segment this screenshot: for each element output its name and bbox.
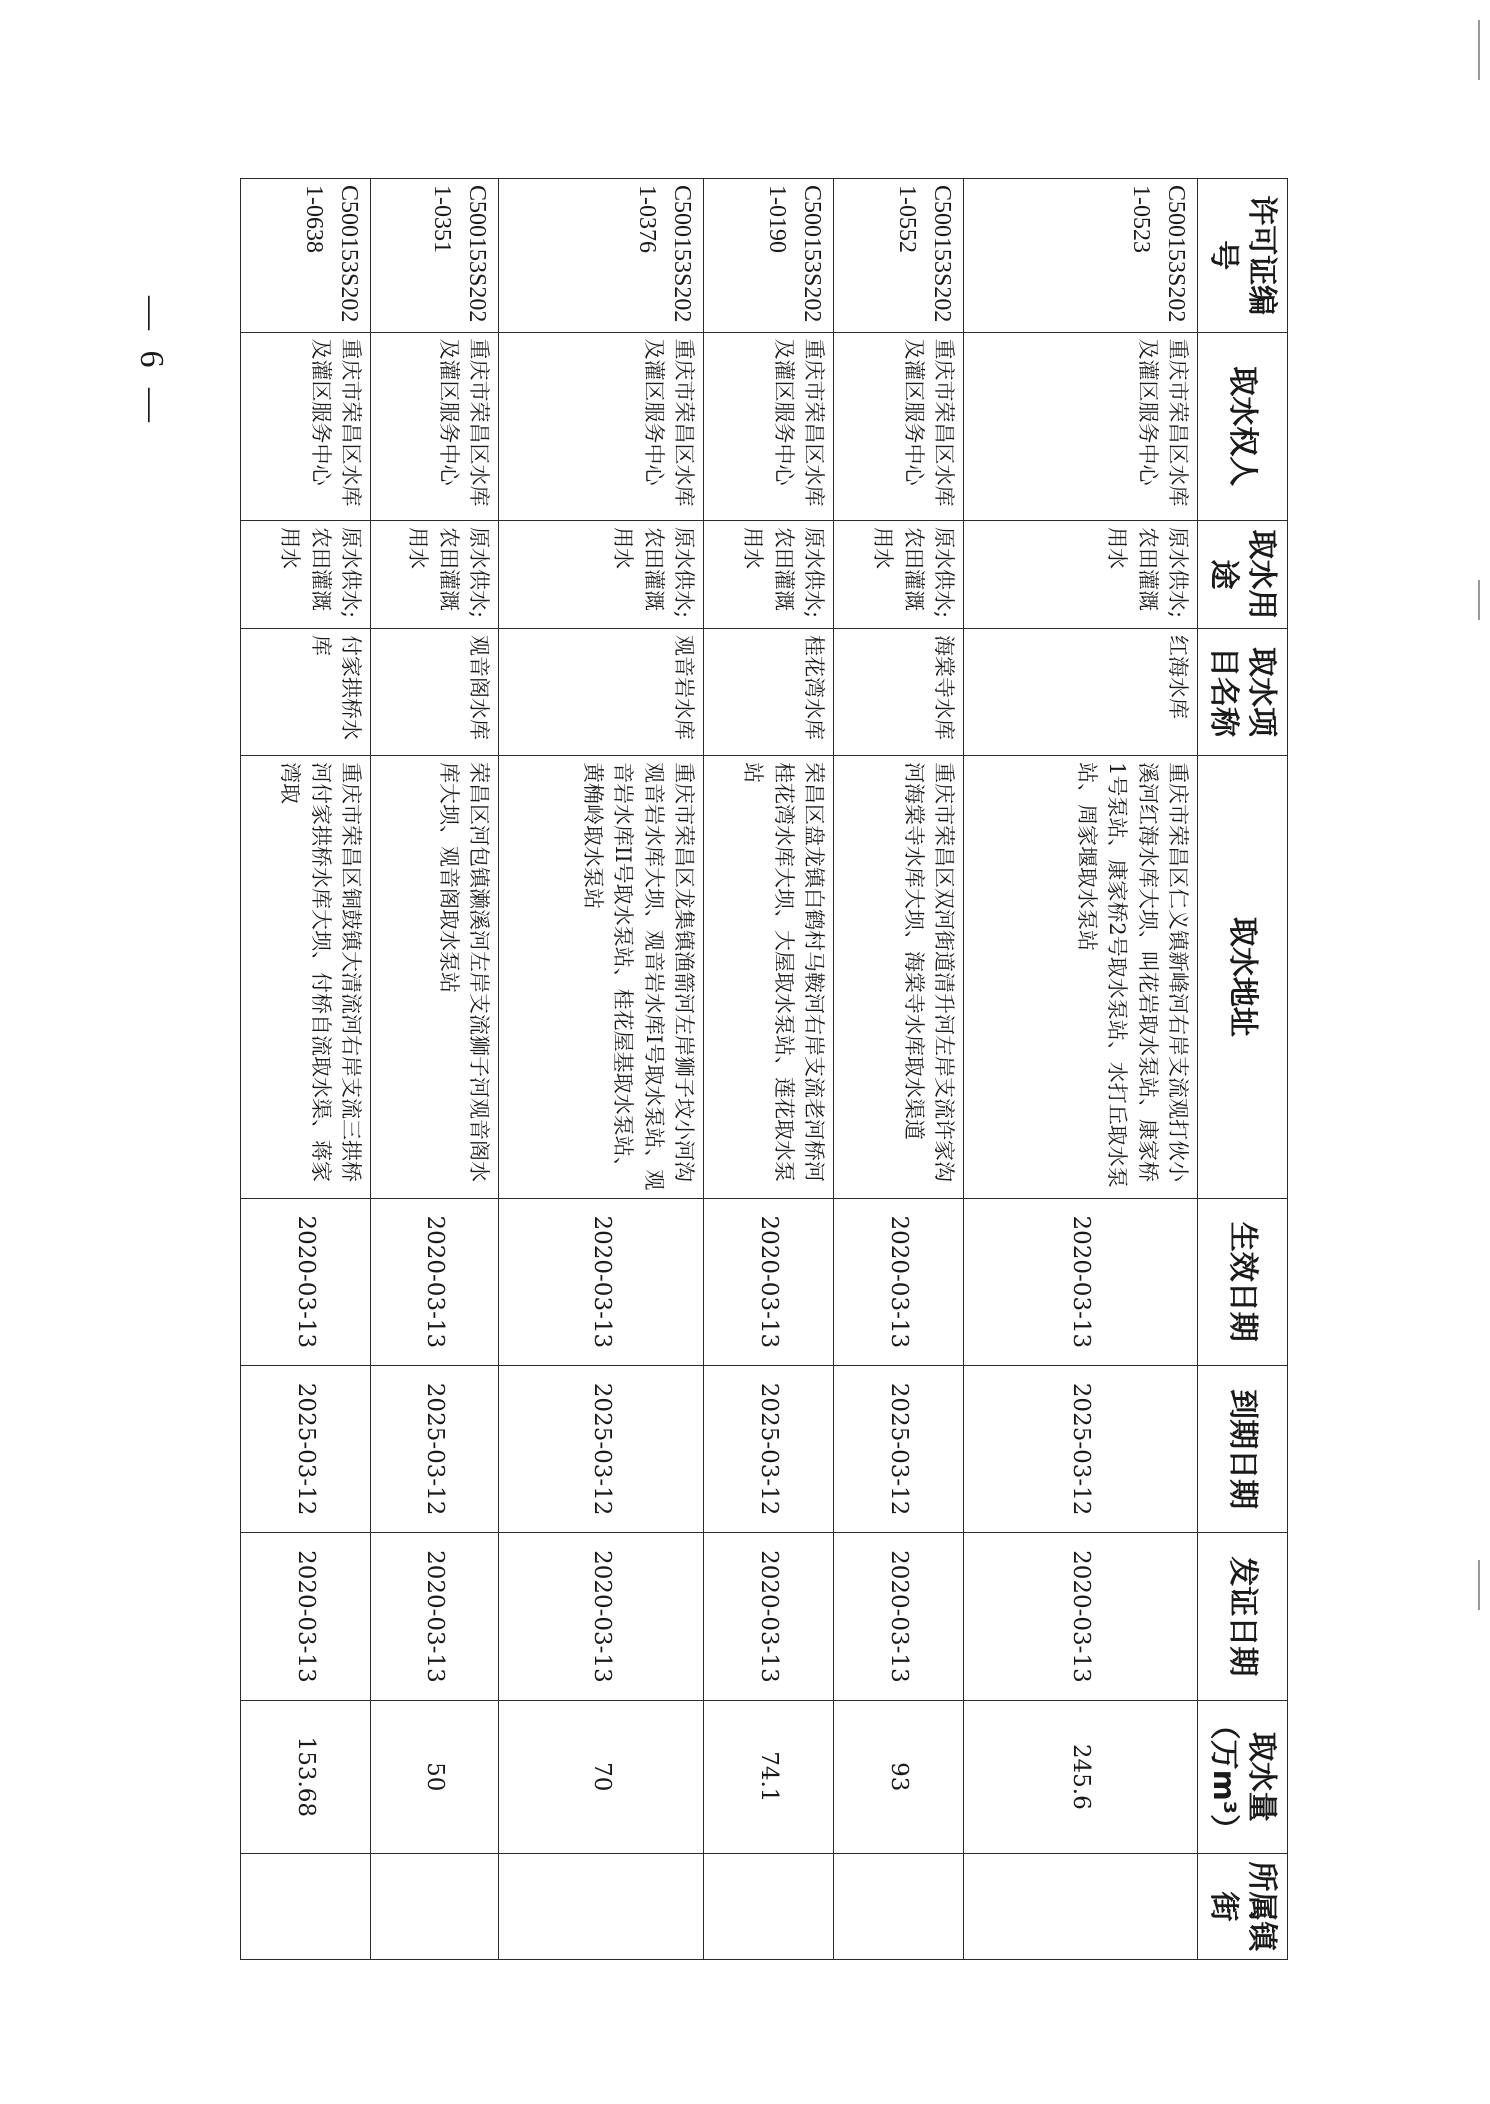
cell-permit-no: C500153S2021-0523	[964, 179, 1198, 333]
cell-effective: 2020-03-13	[704, 1198, 834, 1365]
cell-permit-no: C500153S2021-0376	[499, 179, 704, 333]
cell-permit-no: C500153S2021-0190	[704, 179, 834, 333]
table-row	[499, 179, 704, 1960]
cell-issued: 2020-03-13	[241, 1533, 371, 1700]
water-permit-table	[240, 178, 1288, 1960]
scan-edge-mark	[1478, 580, 1480, 620]
scan-edge-mark	[1478, 20, 1480, 80]
cell-location: 重庆市荣昌区龙集镇渔箭河左岸狮子坟小河沟观音岩水库大坝、观音岩水库I号取水泵站、观音岩水库II号取水泵站、桂花屋基取水泵站、黄桷岭取水泵站	[499, 756, 704, 1199]
header-holder: 取水权人	[1198, 332, 1288, 520]
header-volume: 取水量（万m³）	[1198, 1700, 1288, 1854]
table-row	[371, 179, 499, 1960]
cell-project: 观音阁水库	[371, 629, 499, 756]
cell-issued: 2020-03-13	[704, 1533, 834, 1700]
cell-volume: 93	[834, 1700, 964, 1854]
cell-effective: 2020-03-13	[241, 1198, 371, 1365]
cell-usage: 原水供水;农田灌溉用水	[499, 521, 704, 629]
cell-expiry: 2025-03-12	[241, 1365, 371, 1532]
cell-holder: 重庆市荣昌区水库及灌区服务中心	[499, 332, 704, 520]
cell-issued: 2020-03-13	[834, 1533, 964, 1700]
header-permit-no: 许可证编号	[1198, 179, 1288, 333]
cell-holder: 重庆市荣昌区水库及灌区服务中心	[371, 332, 499, 520]
cell-expiry: 2025-03-12	[964, 1365, 1198, 1532]
cell-issued: 2020-03-13	[499, 1533, 704, 1700]
table-row	[704, 179, 834, 1960]
cell-effective: 2020-03-13	[499, 1198, 704, 1365]
cell-project: 海棠寺水库	[834, 629, 964, 756]
cell-town	[834, 1854, 964, 1960]
scan-edge-mark	[1478, 1560, 1480, 1610]
cell-project: 红海水库	[964, 629, 1198, 756]
cell-town	[241, 1854, 371, 1960]
cell-town	[964, 1854, 1198, 1960]
cell-location: 重庆市荣昌区仁义镇新峰河右岸支流观打伙小溪河红海水库大坝、叫花岩取水泵站、康家桥1号泵站、康家桥2号取水泵站、水打丘取水泵站、周家堰取水泵站	[964, 756, 1198, 1199]
header-town: 所属镇街	[1198, 1854, 1288, 1960]
cell-project: 付家拱桥水库	[241, 629, 371, 756]
cell-volume: 153.68	[241, 1700, 371, 1854]
table-row	[964, 179, 1198, 1960]
rotated-table-wrapper	[240, 178, 1288, 1960]
cell-volume: 74.1	[704, 1700, 834, 1854]
cell-holder: 重庆市荣昌区水库及灌区服务中心	[834, 332, 964, 520]
cell-usage: 原水供水;农田灌溉用水	[241, 521, 371, 629]
cell-project: 观音岩水库	[499, 629, 704, 756]
header-row	[1198, 179, 1288, 1960]
cell-project: 桂花湾水库	[704, 629, 834, 756]
cell-usage: 原水供水;农田灌溉用水	[371, 521, 499, 629]
cell-holder: 重庆市荣昌区水库及灌区服务中心	[964, 332, 1198, 520]
page-number: — 6 —	[133, 296, 170, 428]
cell-town	[371, 1854, 499, 1960]
cell-location: 重庆市荣昌区双河街道清升河左岸支流许家沟河海棠寺水库大坝、海棠寺水库取水渠道	[834, 756, 964, 1199]
cell-location: 荣昌区河包镇濑溪河左岸支流狮子河观音阁水库大坝、观音阁取水泵站	[371, 756, 499, 1199]
cell-usage: 原水供水;农田灌溉用水	[834, 521, 964, 629]
cell-expiry: 2025-03-12	[834, 1365, 964, 1532]
cell-volume: 70	[499, 1700, 704, 1854]
cell-location: 荣昌区盘龙镇白鹤村马鞍河右岸支流老河桥河桂花湾水库大坝、大屋取水泵站、莲花取水泵站	[704, 756, 834, 1199]
table-row	[241, 179, 371, 1960]
header-project: 取水项目名称	[1198, 629, 1288, 756]
header-issued: 发证日期	[1198, 1533, 1288, 1700]
cell-volume: 245.6	[964, 1700, 1198, 1854]
cell-town	[704, 1854, 834, 1960]
cell-usage: 原水供水;农田灌溉用水	[964, 521, 1198, 629]
cell-effective: 2020-03-13	[964, 1198, 1198, 1365]
cell-expiry: 2025-03-12	[371, 1365, 499, 1532]
cell-effective: 2020-03-13	[371, 1198, 499, 1365]
cell-permit-no: C500153S2021-0638	[241, 179, 371, 333]
cell-issued: 2020-03-13	[371, 1533, 499, 1700]
cell-holder: 重庆市荣昌区水库及灌区服务中心	[704, 332, 834, 520]
header-effective: 生效日期	[1198, 1198, 1288, 1365]
cell-effective: 2020-03-13	[834, 1198, 964, 1365]
cell-permit-no: C500153S2021-0351	[371, 179, 499, 333]
cell-location: 重庆市荣昌区铜鼓镇大清流河右岸支流三拱桥河付家拱桥水库大坝、付桥自流取水渠、蒋家湾取	[241, 756, 371, 1199]
header-usage: 取水用途	[1198, 521, 1288, 629]
cell-town	[499, 1854, 704, 1960]
cell-holder: 重庆市荣昌区水库及灌区服务中心	[241, 332, 371, 520]
cell-permit-no: C500153S2021-0552	[834, 179, 964, 333]
cell-usage: 原水供水;农田灌溉用水	[704, 521, 834, 629]
header-location: 取水地址	[1198, 756, 1288, 1199]
table-row	[834, 179, 964, 1960]
header-expiry: 到期日期	[1198, 1365, 1288, 1532]
cell-issued: 2020-03-13	[964, 1533, 1198, 1700]
cell-expiry: 2025-03-12	[704, 1365, 834, 1532]
cell-expiry: 2025-03-12	[499, 1365, 704, 1532]
cell-volume: 50	[371, 1700, 499, 1854]
